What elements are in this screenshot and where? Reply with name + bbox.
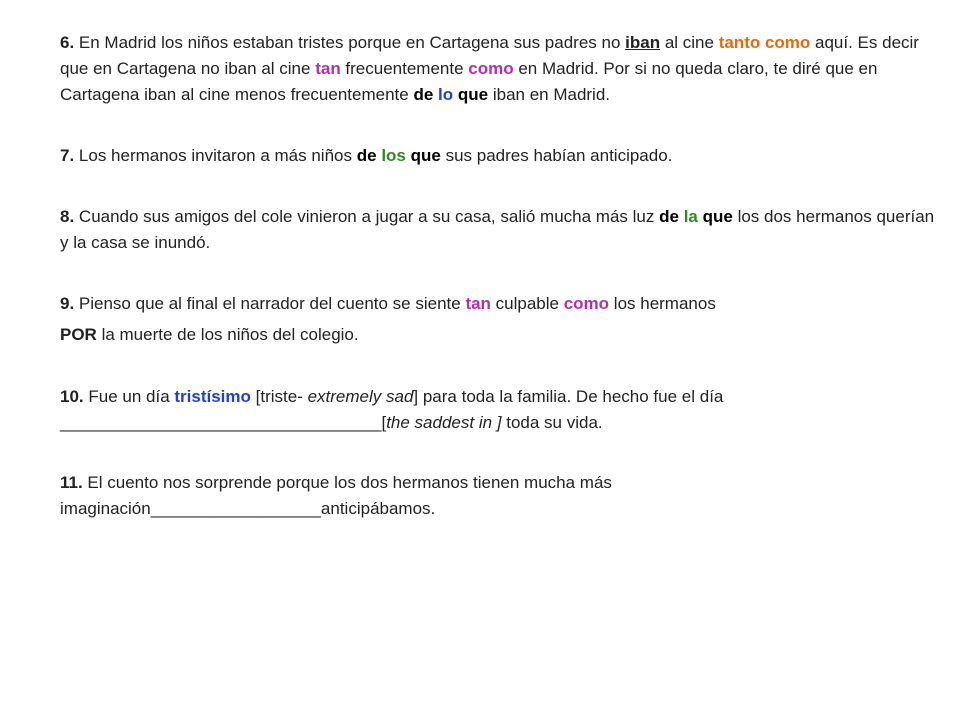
keyword-que: que bbox=[410, 146, 441, 165]
answer-blank: __________________ bbox=[150, 499, 321, 518]
keyword-de: de bbox=[356, 146, 377, 165]
item-text: El cuento nos sorprende porque los dos hermanos tienen mucha más imaginación bbox=[60, 473, 612, 518]
item-text: al cine bbox=[660, 33, 719, 52]
keyword-tan: tan bbox=[465, 294, 491, 313]
item-number: 11. bbox=[60, 473, 83, 492]
item-text: en Madrid. Por si no queda claro, te diré que en Cartagena iban al cine menos frecuentemente bbox=[60, 59, 878, 104]
item-number: 7. bbox=[60, 146, 75, 165]
item-text: los hermanos bbox=[609, 294, 716, 313]
item-text: En Madrid los niños estaban tristes porque en Cartagena sus padres no bbox=[74, 33, 626, 52]
item-text: Cuando sus amigos del cole vinieron a jugar a su casa, salió mucha más luz bbox=[74, 207, 660, 226]
item-text: Fue un día bbox=[83, 387, 175, 406]
item-number: 6. bbox=[60, 33, 75, 52]
item-9 bbox=[60, 291, 940, 317]
item-text: anticipábamos. bbox=[320, 499, 436, 518]
item-text: frecuentemente bbox=[340, 59, 469, 78]
item-text: Pienso que al final el narrador del cuento se siente bbox=[74, 294, 466, 313]
item-9-continuation bbox=[60, 322, 940, 348]
item-text: sus padres habían anticipado. bbox=[440, 146, 673, 165]
keyword-que: que bbox=[702, 207, 733, 226]
item-text: los dos hermanos querían y la casa se inundó. bbox=[60, 207, 935, 252]
keyword-tanto-como: tanto como bbox=[718, 33, 811, 52]
item-8 bbox=[60, 204, 940, 256]
item-6 bbox=[60, 30, 940, 108]
item-10 bbox=[60, 384, 940, 436]
item-number: 8. bbox=[60, 207, 75, 226]
item-text: toda su vida. bbox=[501, 413, 603, 432]
keyword-como: como bbox=[563, 294, 610, 313]
item-text: [triste- bbox=[250, 387, 308, 406]
item-7 bbox=[60, 143, 940, 169]
item-11 bbox=[60, 470, 940, 522]
keyword-de: de bbox=[659, 207, 679, 226]
item-text: la muerte de los niños del colegio. bbox=[96, 325, 359, 344]
item-number: 9. bbox=[60, 294, 75, 313]
item-text: iban en Madrid. bbox=[488, 85, 611, 104]
keyword-de: de bbox=[413, 85, 434, 104]
item-text: aquí. Es decir que en Cartagena no iban al cine bbox=[60, 33, 919, 78]
keyword-tristisimo: tristísimo bbox=[174, 387, 251, 406]
item-text: Los hermanos invitaron a más niños bbox=[74, 146, 357, 165]
keyword-los: los bbox=[381, 146, 406, 165]
item-text: [ bbox=[381, 413, 387, 432]
keyword-que: que bbox=[457, 85, 489, 104]
item-text: culpable bbox=[490, 294, 564, 313]
keyword-iban: iban bbox=[625, 33, 661, 52]
keyword-por: POR bbox=[60, 325, 97, 344]
keyword-lo: lo bbox=[438, 85, 454, 104]
keyword-tan: tan bbox=[315, 59, 341, 78]
answer-blank: __________________________________ bbox=[60, 413, 382, 432]
keyword-la: la bbox=[683, 207, 698, 226]
item-number: 10. bbox=[60, 387, 84, 406]
gloss-the-saddest: the saddest in ] bbox=[386, 413, 502, 432]
item-text: ] para toda la familia. De hecho fue el día bbox=[413, 387, 724, 406]
gloss-extremely-sad: extremely sad bbox=[307, 387, 414, 406]
keyword-como: como bbox=[468, 59, 514, 78]
